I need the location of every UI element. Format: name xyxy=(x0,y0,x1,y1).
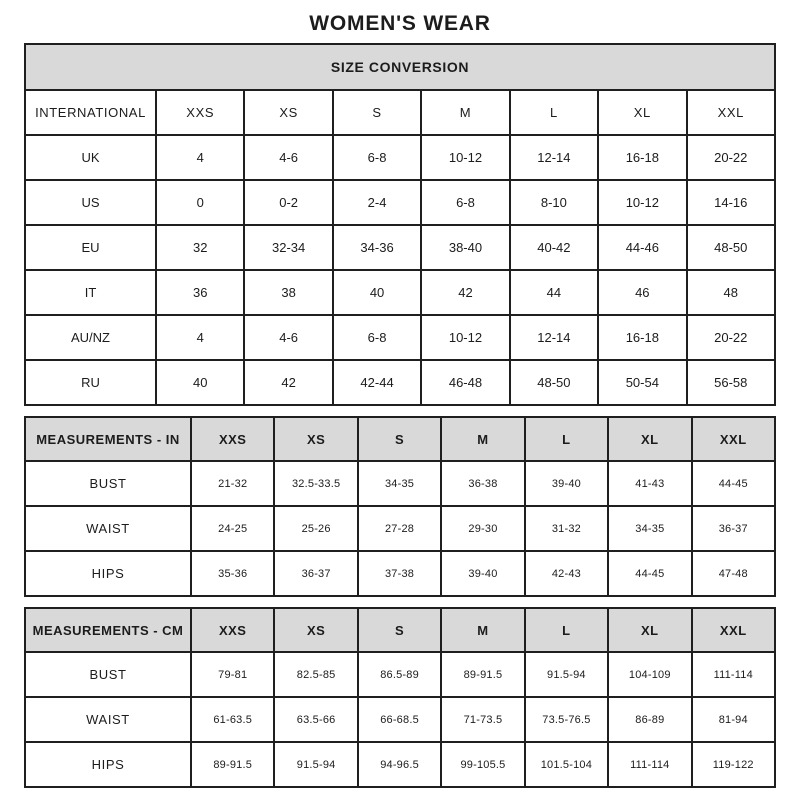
cell-value: 29-30 xyxy=(441,506,524,551)
cell-value: 42-44 xyxy=(333,360,421,405)
cell-value: 34-35 xyxy=(608,506,691,551)
row-label: HIPS xyxy=(25,551,191,596)
cell-value: 71-73.5 xyxy=(441,697,524,742)
size-header-m: M xyxy=(421,90,509,135)
cell-value: 89-91.5 xyxy=(441,652,524,697)
cell-value: 6-8 xyxy=(421,180,509,225)
cell-value: 12-14 xyxy=(510,135,598,180)
cell-value: 27-28 xyxy=(358,506,441,551)
cell-value: 56-58 xyxy=(687,360,775,405)
size-header-s: S xyxy=(358,608,441,652)
cell-value: 104-109 xyxy=(608,652,691,697)
measurements-in-header-row xyxy=(25,417,775,461)
size-header-xs: XS xyxy=(274,417,357,461)
size-header-xl: XL xyxy=(598,90,686,135)
cell-value: 89-91.5 xyxy=(191,742,274,787)
cell-value: 39-40 xyxy=(525,461,608,506)
row-label: AU/NZ xyxy=(25,315,156,360)
cell-value: 16-18 xyxy=(598,135,686,180)
cell-value: 36-37 xyxy=(274,551,357,596)
cell-value: 86.5-89 xyxy=(358,652,441,697)
cell-value: 40 xyxy=(333,270,421,315)
cell-value: 99-105.5 xyxy=(441,742,524,787)
size-header-xxs: XXS xyxy=(191,417,274,461)
cell-value: 36-37 xyxy=(692,506,775,551)
measurements-cm-title: MEASUREMENTS - CM xyxy=(25,608,191,652)
size-conversion-title-row xyxy=(25,44,775,90)
cell-value: 25-26 xyxy=(274,506,357,551)
measurements-cm-table xyxy=(24,607,776,788)
cell-value: 4 xyxy=(156,315,244,360)
table-row-aunz xyxy=(25,315,775,360)
cell-value: 48-50 xyxy=(687,225,775,270)
row-label: HIPS xyxy=(25,742,191,787)
table-row-ru xyxy=(25,360,775,405)
cell-value: 35-36 xyxy=(191,551,274,596)
cell-value: 10-12 xyxy=(421,315,509,360)
cell-value: 111-114 xyxy=(608,742,691,787)
cell-value: 2-4 xyxy=(333,180,421,225)
cell-value: 36-38 xyxy=(441,461,524,506)
cell-value: 42 xyxy=(244,360,332,405)
cell-value: 32-34 xyxy=(244,225,332,270)
table-row-waist-cm xyxy=(25,697,775,742)
cell-value: 34-35 xyxy=(358,461,441,506)
size-header-m: M xyxy=(441,417,524,461)
size-header-l: L xyxy=(510,90,598,135)
cell-value: 6-8 xyxy=(333,315,421,360)
size-header-xl: XL xyxy=(608,608,691,652)
table-row-uk xyxy=(25,135,775,180)
cell-value: 0-2 xyxy=(244,180,332,225)
cell-value: 63.5-66 xyxy=(274,697,357,742)
cell-value: 101.5-104 xyxy=(525,742,608,787)
cell-value: 36 xyxy=(156,270,244,315)
cell-value: 37-38 xyxy=(358,551,441,596)
cell-value: 4-6 xyxy=(244,135,332,180)
cell-value: 61-63.5 xyxy=(191,697,274,742)
size-header-l: L xyxy=(525,417,608,461)
table-row-bust-in xyxy=(25,461,775,506)
cell-value: 40 xyxy=(156,360,244,405)
row-label: WAIST xyxy=(25,697,191,742)
table-row-waist-in xyxy=(25,506,775,551)
cell-value: 91.5-94 xyxy=(525,652,608,697)
cell-value: 31-32 xyxy=(525,506,608,551)
cell-value: 34-36 xyxy=(333,225,421,270)
cell-value: 42-43 xyxy=(525,551,608,596)
cell-value: 91.5-94 xyxy=(274,742,357,787)
cell-value: 32.5-33.5 xyxy=(274,461,357,506)
size-conversion-header-row xyxy=(25,90,775,135)
cell-value: 38 xyxy=(244,270,332,315)
size-conversion-header-label: INTERNATIONAL xyxy=(25,90,156,135)
cell-value: 94-96.5 xyxy=(358,742,441,787)
cell-value: 4-6 xyxy=(244,315,332,360)
cell-value: 20-22 xyxy=(687,315,775,360)
table-row-us xyxy=(25,180,775,225)
cell-value: 42 xyxy=(421,270,509,315)
cell-value: 44 xyxy=(510,270,598,315)
row-label: UK xyxy=(25,135,156,180)
cell-value: 86-89 xyxy=(608,697,691,742)
cell-value: 119-122 xyxy=(692,742,775,787)
cell-value: 6-8 xyxy=(333,135,421,180)
cell-value: 82.5-85 xyxy=(274,652,357,697)
cell-value: 46-48 xyxy=(421,360,509,405)
cell-value: 46 xyxy=(598,270,686,315)
cell-value: 0 xyxy=(156,180,244,225)
size-header-xl: XL xyxy=(608,417,691,461)
table-row-hips-cm xyxy=(25,742,775,787)
row-label: WAIST xyxy=(25,506,191,551)
measurements-cm-header-row xyxy=(25,608,775,652)
measurements-in-table xyxy=(24,416,776,597)
size-header-xxs: XXS xyxy=(191,608,274,652)
cell-value: 32 xyxy=(156,225,244,270)
cell-value: 48-50 xyxy=(510,360,598,405)
row-label: BUST xyxy=(25,461,191,506)
cell-value: 44-45 xyxy=(692,461,775,506)
cell-value: 50-54 xyxy=(598,360,686,405)
size-header-s: S xyxy=(333,90,421,135)
size-header-xxl: XXL xyxy=(692,417,775,461)
size-header-xxl: XXL xyxy=(687,90,775,135)
cell-value: 39-40 xyxy=(441,551,524,596)
row-label: BUST xyxy=(25,652,191,697)
cell-value: 12-14 xyxy=(510,315,598,360)
cell-value: 48 xyxy=(687,270,775,315)
cell-value: 8-10 xyxy=(510,180,598,225)
size-header-xxs: XXS xyxy=(156,90,244,135)
row-label: RU xyxy=(25,360,156,405)
cell-value: 21-32 xyxy=(191,461,274,506)
cell-value: 66-68.5 xyxy=(358,697,441,742)
cell-value: 20-22 xyxy=(687,135,775,180)
cell-value: 24-25 xyxy=(191,506,274,551)
size-header-xs: XS xyxy=(274,608,357,652)
measurements-in-title: MEASUREMENTS - IN xyxy=(25,417,191,461)
row-label: US xyxy=(25,180,156,225)
table-row-eu xyxy=(25,225,775,270)
table-row-bust-cm xyxy=(25,652,775,697)
cell-value: 47-48 xyxy=(692,551,775,596)
cell-value: 10-12 xyxy=(598,180,686,225)
cell-value: 4 xyxy=(156,135,244,180)
table-row-it xyxy=(25,270,775,315)
size-header-xs: XS xyxy=(244,90,332,135)
size-header-l: L xyxy=(525,608,608,652)
cell-value: 73.5-76.5 xyxy=(525,697,608,742)
size-header-s: S xyxy=(358,417,441,461)
size-header-xxl: XXL xyxy=(692,608,775,652)
size-header-m: M xyxy=(441,608,524,652)
cell-value: 10-12 xyxy=(421,135,509,180)
cell-value: 81-94 xyxy=(692,697,775,742)
cell-value: 44-45 xyxy=(608,551,691,596)
table-row-hips-in xyxy=(25,551,775,596)
cell-value: 14-16 xyxy=(687,180,775,225)
cell-value: 79-81 xyxy=(191,652,274,697)
cell-value: 38-40 xyxy=(421,225,509,270)
cell-value: 41-43 xyxy=(608,461,691,506)
row-label: EU xyxy=(25,225,156,270)
cell-value: 44-46 xyxy=(598,225,686,270)
size-conversion-title: SIZE CONVERSION xyxy=(25,44,775,90)
size-conversion-table xyxy=(24,43,776,406)
cell-value: 111-114 xyxy=(692,652,775,697)
page-title: WOMEN'S WEAR xyxy=(309,12,491,35)
cell-value: 16-18 xyxy=(598,315,686,360)
row-label: IT xyxy=(25,270,156,315)
cell-value: 40-42 xyxy=(510,225,598,270)
